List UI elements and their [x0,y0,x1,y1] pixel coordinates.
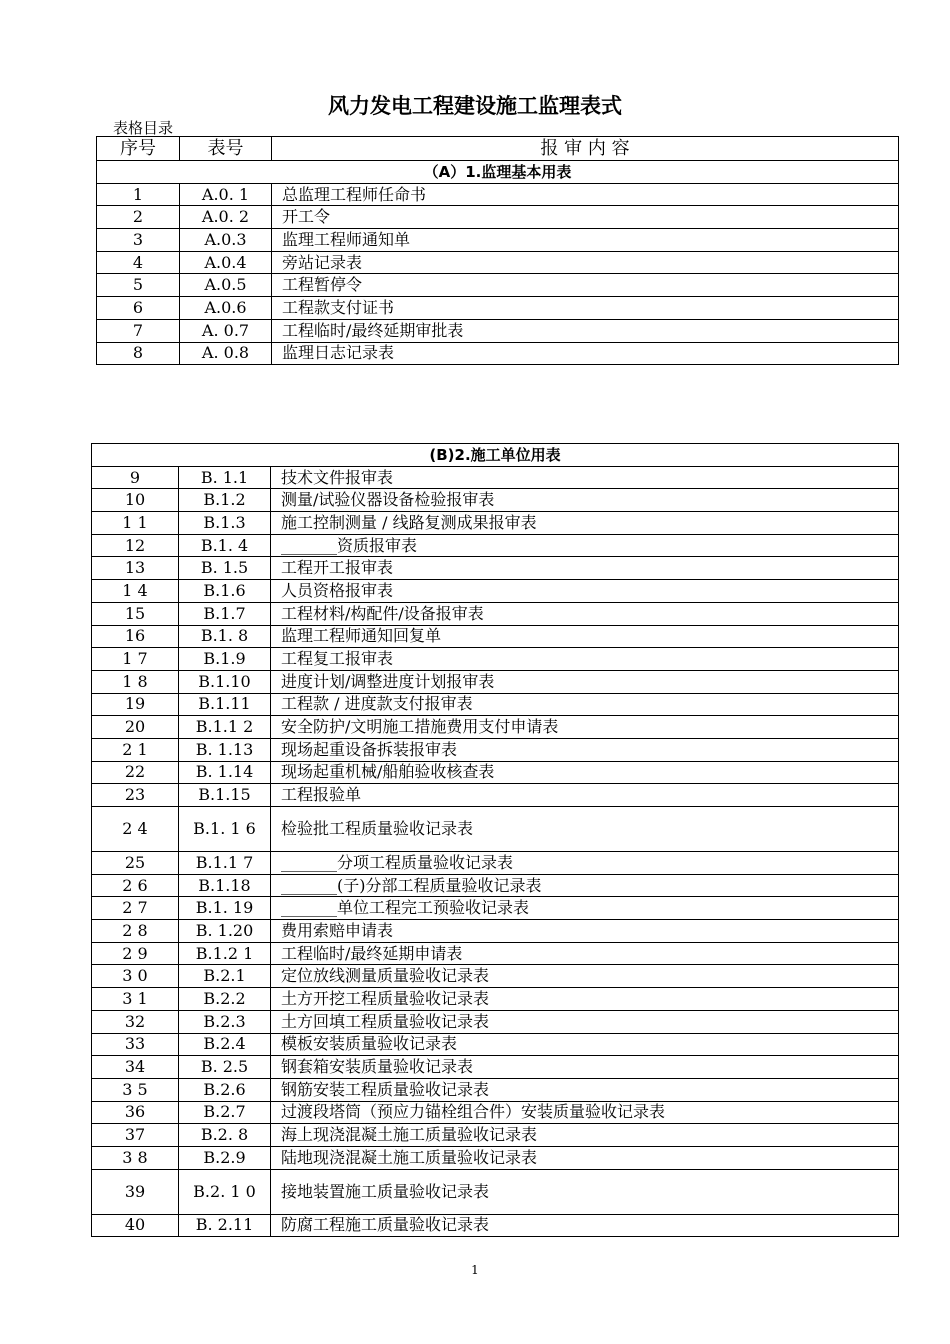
table-row [92,738,899,761]
table-row [97,342,899,365]
table-row [92,761,899,784]
row-form-no: B.2. 1 0 [179,1169,271,1214]
row-content: 监理工程师通知单 [272,229,899,252]
row-form-no: B.2.9 [179,1146,271,1169]
row-content: 工程款 / 进度款支付报审表 [271,693,899,716]
row-content: 钢筋安装工程质量验收记录表 [271,1078,899,1101]
table-row [97,229,899,252]
table-row [92,920,899,943]
row-form-no: B. 1.13 [179,738,271,761]
row-seq: 39 [92,1169,179,1214]
table-row [92,580,899,603]
row-form-no: B.2.3 [179,1010,271,1033]
table-row [92,716,899,739]
table-of-forms-label: 表格目录 [113,119,174,137]
section-row [92,444,899,467]
row-seq: 3 [97,229,180,252]
row-form-no: B.1.10 [179,670,271,693]
row-form-no: B.2.6 [179,1078,271,1101]
table-row [92,1056,899,1079]
row-seq: 2 6 [92,874,179,897]
row-seq: 8 [97,342,180,365]
row-content: 工程材料/构配件/设备报审表 [271,602,899,625]
table-row [92,1169,899,1214]
row-form-no: A.0.4 [180,251,272,274]
row-form-no: A. 0.8 [180,342,272,365]
table-row [97,297,899,320]
row-seq: 3 8 [92,1146,179,1169]
row-form-no: B. 2.11 [179,1214,271,1237]
row-form-no: B.1.2 1 [179,942,271,965]
row-content: _______分项工程质量验收记录表 [271,852,899,875]
table-row [97,206,899,229]
row-form-no: B.2.4 [179,1033,271,1056]
row-form-no: B. 1.1 [179,466,271,489]
row-content: 过渡段塔筒（预应力锚栓组合件）安装质量验收记录表 [271,1101,899,1124]
row-seq: 2 4 [92,807,179,852]
row-content: 海上现浇混凝土施工质量验收记录表 [271,1124,899,1147]
row-seq: 23 [92,784,179,807]
row-form-no: B.1. 8 [179,625,271,648]
row-seq: 5 [97,274,180,297]
row-form-no: B. 1.5 [179,557,271,580]
row-content: 工程开工报审表 [271,557,899,580]
row-content: 施工控制测量 / 线路复测成果报审表 [271,512,899,535]
row-form-no: B.2.7 [179,1101,271,1124]
table-row [92,512,899,535]
row-content: 接地装置施工质量验收记录表 [271,1169,899,1214]
table-row [92,942,899,965]
row-form-no: A.0. 2 [180,206,272,229]
table-row [92,670,899,693]
row-seq: 37 [92,1124,179,1147]
table-row [92,807,899,852]
table-row [92,648,899,671]
table-row [97,251,899,274]
row-seq: 34 [92,1056,179,1079]
row-seq: 1 7 [92,648,179,671]
table-row [92,625,899,648]
row-seq: 2 9 [92,942,179,965]
row-seq: 15 [92,602,179,625]
row-seq: 19 [92,693,179,716]
row-form-no: B.1.11 [179,693,271,716]
row-seq: 3 1 [92,988,179,1011]
row-seq: 1 1 [92,512,179,535]
table-row [92,1078,899,1101]
row-content: 测量/试验仪器设备检验报审表 [271,489,899,512]
row-form-no: B.1.15 [179,784,271,807]
table-row [92,1010,899,1033]
row-seq: 7 [97,319,180,342]
table-row [92,693,899,716]
row-form-no: B. 2.5 [179,1056,271,1079]
row-form-no: B.2.1 [179,965,271,988]
row-content: 现场起重设备拆装报审表 [271,738,899,761]
table-row [92,965,899,988]
table-row [92,557,899,580]
row-seq: 12 [92,534,179,557]
row-content: 工程临时/最终延期审批表 [272,319,899,342]
row-seq: 2 7 [92,897,179,920]
row-seq: 6 [97,297,180,320]
row-form-no: B.1. 19 [179,897,271,920]
row-seq: 22 [92,761,179,784]
row-seq: 40 [92,1214,179,1237]
row-content: 工程报验单 [271,784,899,807]
row-content: _______资质报审表 [271,534,899,557]
row-form-no: B.1.6 [179,580,271,603]
row-content: 防腐工程施工质量验收记录表 [271,1214,899,1237]
table-row [92,852,899,875]
table-row [97,319,899,342]
row-seq: 36 [92,1101,179,1124]
row-content: _______单位工程完工预验收记录表 [271,897,899,920]
table-row [92,1033,899,1056]
row-content: 陆地现浇混凝土施工质量验收记录表 [271,1146,899,1169]
row-content: 检验批工程质量验收记录表 [271,807,899,852]
row-form-no: B.1.18 [179,874,271,897]
row-content: 旁站记录表 [272,251,899,274]
row-form-no: B.1. 4 [179,534,271,557]
header-form-no: 表号 [180,137,272,161]
table-row [92,1146,899,1169]
row-seq: 9 [92,466,179,489]
row-content: 工程临时/最终延期申请表 [271,942,899,965]
table-row [92,602,899,625]
row-form-no: A.0.3 [180,229,272,252]
table-row [92,897,899,920]
table-row [92,784,899,807]
row-seq: 1 8 [92,670,179,693]
row-seq: 2 [97,206,180,229]
table-row [92,489,899,512]
row-form-no: A.0. 1 [180,183,272,206]
table-row [97,183,899,206]
row-content: 总监理工程师任命书 [272,183,899,206]
table-row [92,1101,899,1124]
row-content: 监理工程师通知回复单 [271,625,899,648]
table-row [92,874,899,897]
row-form-no: B.1.1 2 [179,716,271,739]
row-content: _______(子)分部工程质量验收记录表 [271,874,899,897]
row-seq: 1 4 [92,580,179,603]
row-content: 人员资格报审表 [271,580,899,603]
header-content: 报 审 内 容 [272,137,899,161]
row-content: 钢套箱安装质量验收记录表 [271,1056,899,1079]
row-content: 土方开挖工程质量验收记录表 [271,988,899,1011]
row-form-no: B.1.7 [179,602,271,625]
row-seq: 33 [92,1033,179,1056]
row-seq: 1 [97,183,180,206]
contractor-forms-table [91,443,899,1237]
row-content: 工程款支付证书 [272,297,899,320]
row-seq: 32 [92,1010,179,1033]
row-form-no: A.0.5 [180,274,272,297]
row-seq: 10 [92,489,179,512]
row-content: 安全防护/文明施工措施费用支付申请表 [271,716,899,739]
section-row [97,161,899,184]
section-b-title: (B)2.施工单位用表 [92,444,899,467]
table-row [92,988,899,1011]
row-form-no: B.1.9 [179,648,271,671]
table-row [92,1124,899,1147]
table-row [97,274,899,297]
row-content: 土方回填工程质量验收记录表 [271,1010,899,1033]
row-form-no: B. 1.14 [179,761,271,784]
row-content: 模板安装质量验收记录表 [271,1033,899,1056]
row-seq: 3 5 [92,1078,179,1101]
row-seq: 20 [92,716,179,739]
document-title: 风力发电工程建设施工监理表式 [328,94,622,118]
row-content: 定位放线测量质量验收记录表 [271,965,899,988]
row-form-no: B. 1.20 [179,920,271,943]
header-seq: 序号 [97,137,180,161]
row-content: 进度计划/调整进度计划报审表 [271,670,899,693]
row-content: 费用索赔申请表 [271,920,899,943]
row-seq: 2 8 [92,920,179,943]
row-content: 现场起重机械/船舶验收核查表 [271,761,899,784]
row-form-no: B.2.2 [179,988,271,1011]
row-content: 技术文件报审表 [271,466,899,489]
row-content: 开工令 [272,206,899,229]
row-seq: 25 [92,852,179,875]
row-form-no: A. 0.7 [180,319,272,342]
row-form-no: B.2. 8 [179,1124,271,1147]
row-seq: 2 1 [92,738,179,761]
row-form-no: B.1.2 [179,489,271,512]
table-row [92,534,899,557]
section-a-title: （A）1.监理基本用表 [97,161,899,184]
row-seq: 16 [92,625,179,648]
table-row [92,1214,899,1237]
row-form-no: A.0.6 [180,297,272,320]
row-seq: 3 0 [92,965,179,988]
page-number: 1 [471,1263,479,1277]
row-content: 工程暂停令 [272,274,899,297]
table-row [92,466,899,489]
row-content: 工程复工报审表 [271,648,899,671]
row-form-no: B.1.1 7 [179,852,271,875]
row-form-no: B.1.3 [179,512,271,535]
row-content: 监理日志记录表 [272,342,899,365]
monitoring-forms-table [96,136,899,365]
row-seq: 4 [97,251,180,274]
row-seq: 13 [92,557,179,580]
header-row [97,137,899,161]
row-form-no: B.1. 1 6 [179,807,271,852]
